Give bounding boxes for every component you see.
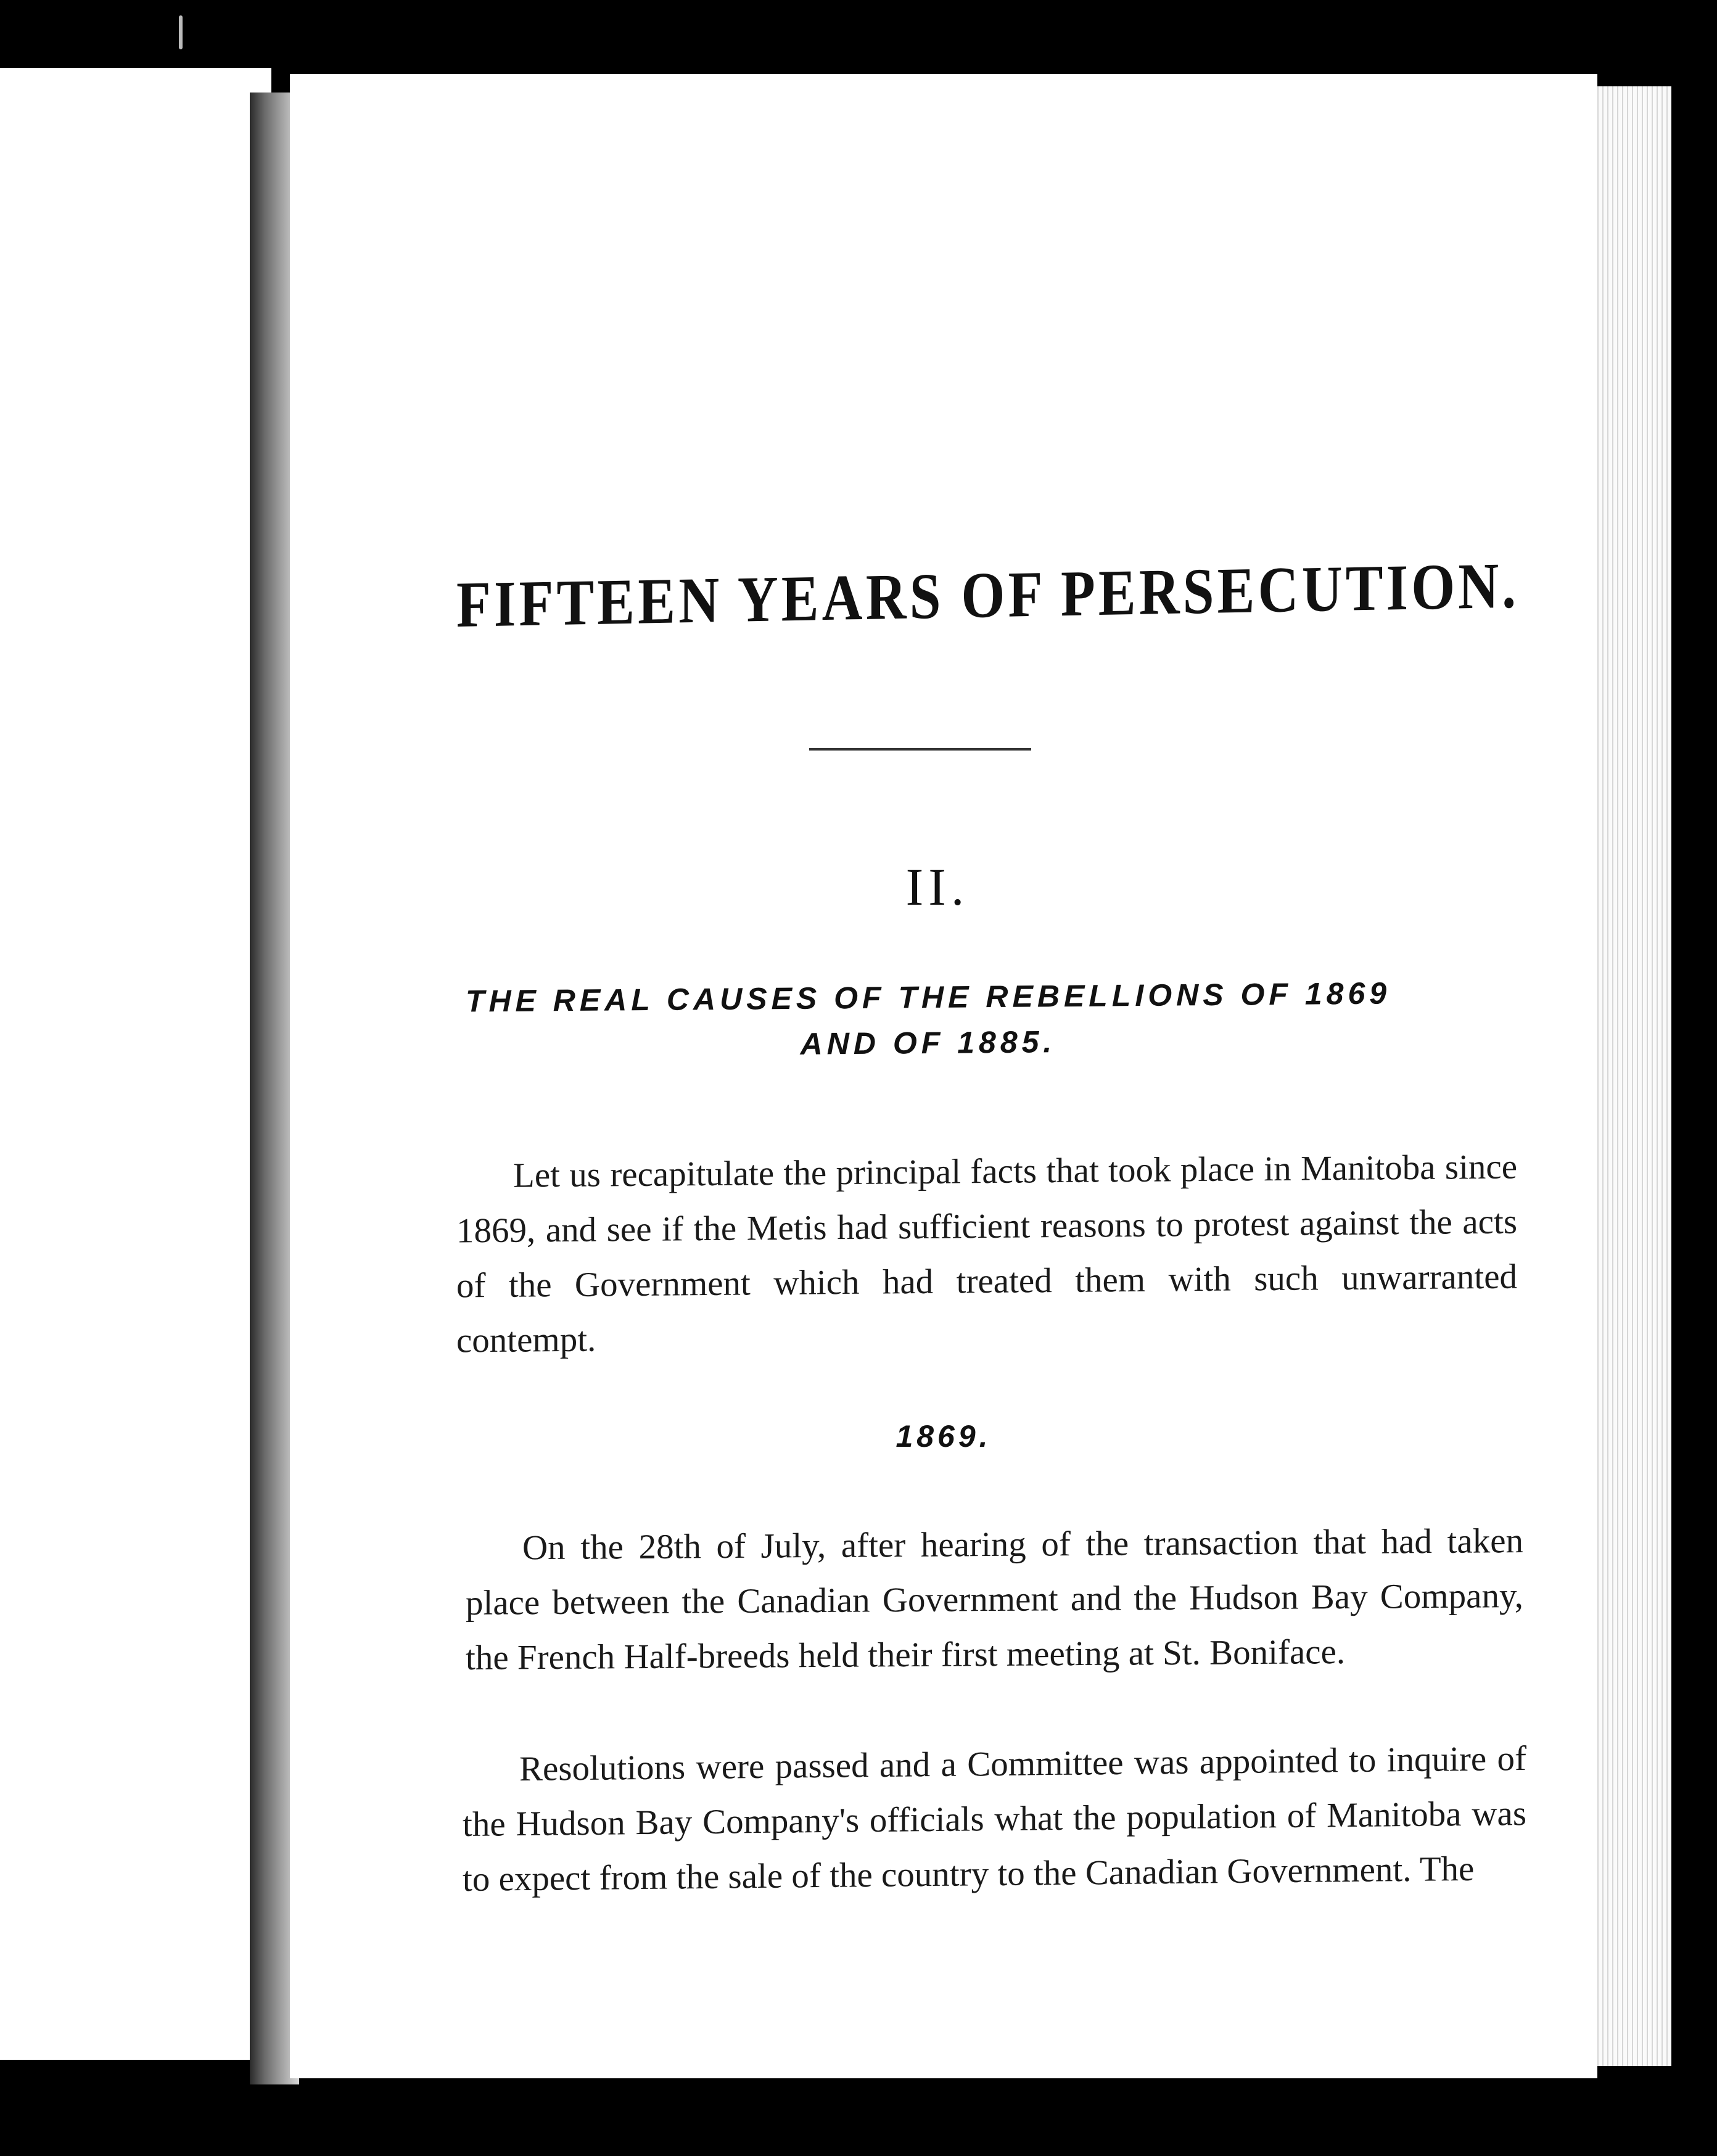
- right-page: [290, 74, 1597, 2078]
- left-page: [0, 68, 271, 2060]
- intro-paragraph: Let us recapitulate the principal facts that took place in Manitoba since 1869, and see if the Metis had sufficient reasons to protest against the acts of the Government which had treated them with such unwarranted contempt.: [456, 1147, 1517, 1360]
- chapter-numeral: II.: [905, 857, 970, 916]
- body-paragraph: Resolutions were passed and a Committee was appointed to inquire of the Hudson Bay Company's officials what the population of Manitoba was to expect from the sale of the country to the Canadian Government. The: [463, 1738, 1526, 1899]
- chapter-subtitle: THE REAL CAUSES OF THE REBELLIONS OF 1869 AND OF 1885.: [465, 976, 1391, 1061]
- dust-speck: [179, 15, 183, 49]
- body-paragraph: On the 28th of July, after hearing of the transaction that had taken place between the Canadian Government and the Hudson Bay Company, the French Half-breeds held their first meeting at St. Boniface.: [466, 1521, 1523, 1677]
- section-heading: 1869.: [896, 1419, 992, 1454]
- page-title: FIFTEEN YEARS OF PERSECUTION.: [456, 549, 1520, 641]
- title-divider: [809, 748, 1031, 751]
